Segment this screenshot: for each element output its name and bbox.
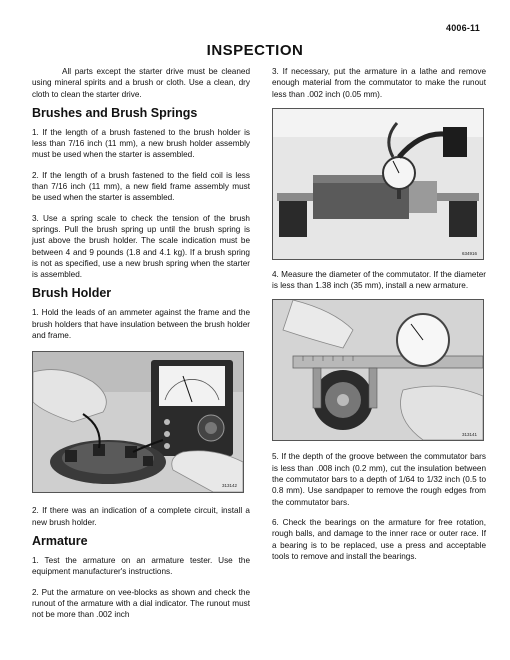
brush-step-3: 3. Use a spring scale to check the tension of the brush springs. Pull the brush spring up until the brush spring is just above the brush holder. The scale indication must be between 4 and 9 pounds (1.8 and 4.1 kg). If a brush spring is not as specified, use a new brush spring when the starter is assembled. — [32, 213, 250, 280]
section-heading-brushes: Brushes and Brush Springs — [32, 105, 198, 120]
armature-step-2: 2. Put the armature on vee-blocks as shown and check the runout of the armature with a dial indicator. The runout must not be more than .002 inch — [32, 587, 250, 620]
brush-holder-step-2: 2. If there was an indication of a complete circuit, install a new brush holder. — [32, 506, 250, 527]
figure-code-313141: 313141 — [461, 432, 477, 438]
armature-step-6: 6. Check the bearings on the armature for free rotation, rough balls, and damage to the inner race or outer race. If a bearing is to be replaced, use a press and acceptable tools to remove and install the bearings. — [272, 517, 486, 561]
ammeter-photo — [32, 351, 244, 493]
brush-step-2: 2. If the length of a brush fastened to the field coil is less than 7/16 inch (11 mm), a new field frame assembly must be used when the starter is assembled. — [32, 170, 250, 203]
brush-holder-step-1: 1. Hold the leads of an ammeter against the frame and the brush holders that have insulation between the brush holder and frame. — [32, 308, 250, 341]
left-column — [32, 66, 250, 620]
armature-step-4: 4. Measure the diameter of the commutator. If the diameter is less than 1.38 inch (35 mm), install a new armature. — [272, 269, 486, 291]
caliper-commutator-photo — [272, 299, 484, 441]
armature-step-5: 5. If the depth of the groove between the commutator bars is less than .008 inch (0.2 mm), cut the insulation between the commutator bars to a depth of 1/64 to 1/32 inch (0.5 to 0.8 mm). Use sandpaper to remove the rough edges from the commutator bars. — [272, 452, 486, 507]
page-title: INSPECTION — [206, 42, 304, 59]
figure-code-313142: 313142 — [221, 483, 237, 489]
armature-step-3: 3. If necessary, put the armature in a lathe and remove enough material from the commutator to make the runout less than .002 inch (0.05 mm). — [272, 67, 486, 99]
intro-paragraph: All parts except the starter drive must be cleaned using mineral spirits and a brush or cloth. Use a clean, dry cloth to clean the starter drive. — [32, 67, 250, 99]
dial-indicator-runout-photo — [272, 108, 484, 260]
right-column — [272, 66, 486, 562]
section-heading-brush-holder: Brush Holder — [32, 286, 112, 301]
brush-step-1: 1. If the length of a brush fastened to the brush holder is less than 7/16 inch (11 mm), a new brush holder assembly must be used when the starter is assembled. — [32, 127, 250, 160]
page-number: 4006-11 — [446, 23, 480, 33]
section-heading-armature: Armature — [32, 533, 88, 548]
figure-code-634916: 634916 — [461, 250, 477, 256]
armature-step-1: 1. Test the armature on an armature tester. Use the equipment manufacturer's instructions. — [32, 555, 250, 577]
